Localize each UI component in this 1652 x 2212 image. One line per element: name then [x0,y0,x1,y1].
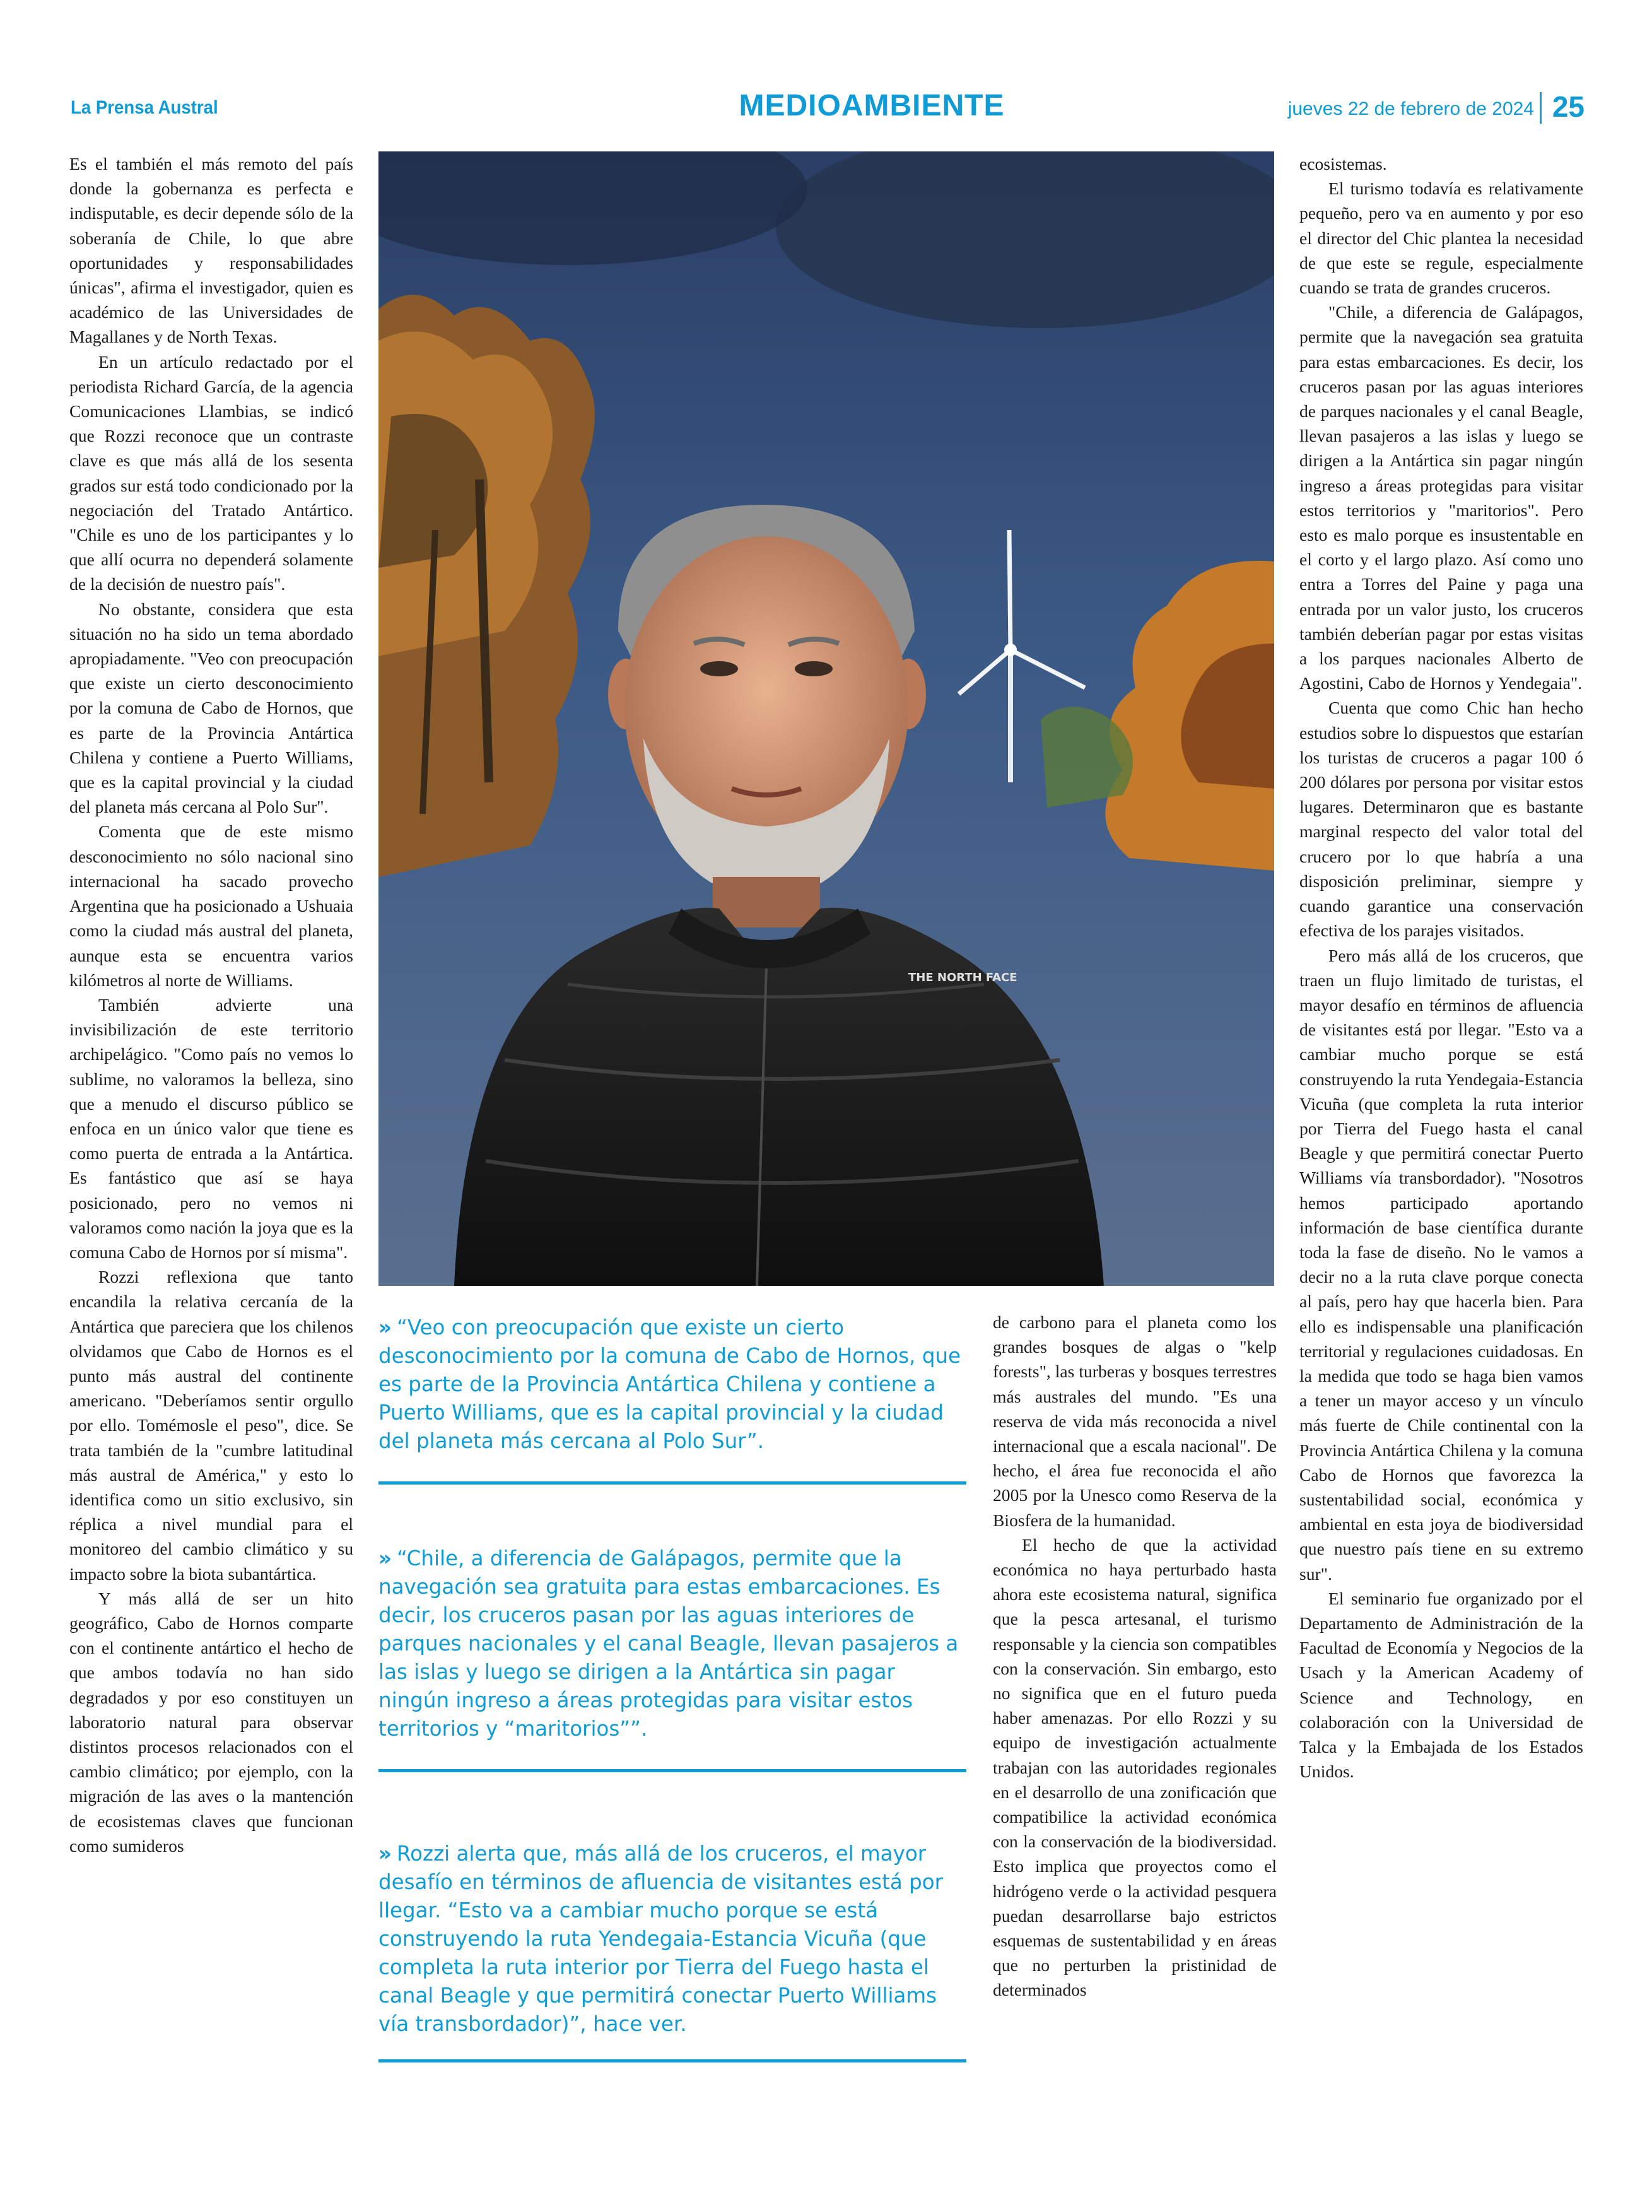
paragraph: El hecho de que la actividad económica no haya perturbado hasta ahora este ecosistema natural, significa que la pesca artesanal, el turismo responsable y la ciencia son compatibles con la conservación. Sin embargo, esto no significa que en el futuro pueda haber amenazas. Por ello Rozzi y su equipo de investigación actualmente trabajan con las autoridades regionales en el desarrollo de una zonificación que compatibilice la actividad económica con la conservación de la biodiversidad. Esto implica que proyectos como el hidrógeno verde o la actividad pesquera puedan desarrollarse bajo estrictos esquemas de sustentabilidad y en áreas que no perturben la pristinidad de determinados [993,1534,1277,2000]
quote-divider [378,1769,966,1772]
paragraph: Es el también el más remoto del país donde la gobernanza es perfecta e indisputable, es decir depende sólo de la soberanía de Chile, lo que abre oportunidades y responsabilidades únicas", afirma el investigador, quien es académico de las Universidades de Magallanes y de North Texas. [69,154,353,347]
chevron-right-icon: » [378,1315,388,1339]
chevron-right-icon: » [378,1842,388,1866]
article-column-2 [993,1310,1277,2003]
article-column-1 [69,151,353,1858]
chevron-right-icon: » [378,1546,388,1570]
section-title: MEDIOAMBIENTE [739,89,1005,122]
portrait-photo [378,151,1274,1286]
pull-quote-3 [378,1840,966,2038]
paragraph: ecosistemas. [1299,154,1387,174]
pull-quote-1 [378,1314,966,1456]
paragraph: de carbono para el planeta como los grandes bosques de algas o "kelp forests", las turberas y bosques terrestres más australes del mundo. "Es una reserva de vida más reconocida a nivel internacional que a escala nacional". De hecho, el área fue reconocida el año 2005 por la Unesco como Reserva de la Biosfera de la humanidad. [993,1312,1277,1530]
pull-quote-text: “Chile, a diferencia de Galápagos, permite que la navegación sea gratuita para estas embarcaciones. Es decir, los cruceros pasan por las aguas interiores de parques nacionales y el canal Beagle, llevan pasajeros a las islas y luego se dirigen a la Antártica sin pagar ningún ingreso a áreas protegidas para visitar estos territorios y “maritorios””. [378,1546,959,1741]
paragraph: El seminario fue organizado por el Departamento de Administración de la Facultad de Economía y Negocios de la Usach y la American Academy of Science and Technology, en colaboración con la Universidad de Talca y la Embajada de los Estados Unidos. [1299,1588,1583,1782]
page-number: 25 [1552,90,1585,123]
header-divider [1540,92,1542,124]
pull-quote-text: Rozzi alerta que, más allá de los cruceros, el mayor desafío en términos de afluencia de visitantes está por llegar. “Esto va a cambiar mucho porque se está construyendo la ruta Yendegaia-Estancia Vicuña (que completa la ruta interior por Tierra del Fuego hasta el canal Beagle y que permitirá conectar Puerto Williams vía transbordador)”, hace ver. [378,1842,943,2036]
page-header [71,88,1585,139]
paragraph: Comenta que de este mismo desconocimiento no sólo nacional sino internacional ha sacado provecho Argentina que ha posicionado a Ushuaia como la ciudad más austral del planeta, aunque esta se encuentra varios kilómetros al norte de Williams. [69,821,353,990]
pull-quote-2 [378,1544,966,1743]
newspaper-name: La Prensa Austral [71,97,218,118]
quote-divider [378,1481,966,1485]
publication-date: jueves 22 de febrero de 2024 [1287,98,1534,119]
paragraph: "Chile, a diferencia de Galápagos, permite que la navegación sea gratuita para estas embarcaciones. Es decir, los cruceros pasan por las aguas interiores de parques nacionales y el canal Beagle, llevan pasajeros a las islas y luego se dirigen a la Antártica sin pagar ningún ingreso a áreas protegidas para visitar estos territorios y "maritorios". Pero esto es malo porque es insustentable en el corto y el largo plazo. Así como uno entra a Torres del Paine y paga una entrada por un valor justo, los cruceros también deberían pagar por estas visitas a los parques nacionales Alberto de Agostini, Cabo de Hornos y Yendegaia". [1299,302,1583,693]
paragraph: Cuenta que como Chic han hecho estudios sobre lo dispuestos que estarían los turistas de cruceros a pagar 100 ó 200 dólares por persona por visitar estos lugares. Determinaron que es bastante marginal respecto del valor total del crucero por lo que habría a una disposición preliminar, siempre y cuando garantice una conservación efectiva de los parajes visitados. [1299,698,1583,941]
paragraph: También advierte una invisibilización de este territorio archipelágico. "Como país no vemos lo sublime, no valoramos la belleza, sino que a menudo el discurso público se enfoca en un único valor que tiene es como puerta de entrada a la Antártica. Es fantástico que así se haya posicionado, pero no vemos ni valoramos como nación la joya que es la comuna Cabo de Hornos por sí misma". [69,994,353,1262]
jacket-logo: THE NORTH FACE [908,971,1017,984]
quote-divider [378,2059,966,2062]
paragraph: Pero más allá de los cruceros, que traen un flujo limitado de turistas, el mayor desafío en términos de afluencia de visitantes está por llegar. "Esto va a cambiar mucho porque se está construyendo la ruta Yendegaia-Estancia Vicuña (que completa la ruta interior por Tierra del Fuego hasta el canal Beagle y que permitirá conectar Puerto Williams vía transbordador). "Nosotros hemos participado aportando información de base científica durante toda la fase de diseño. No le vamos a decir no a la ruta clave porque conecta al país, pero hay que hacerla bien. Para ello es indispensable una planificación territorial y regulaciones cuidadosas. En la medida que todo se haga bien vamos a tener un mayor acceso y un vínculo más fuerte de Chile continental con la Provincia Antártica Chilena y la comuna Cabo de Hornos que favorezca la sustentabilidad social, económica y ambiental en esta joya de biodiversidad que nuestro país tiene en su extremo sur". [1299,945,1583,1584]
pull-quote-text: “Veo con preocupación que existe un cierto desconocimiento por la comuna de Cabo de Hornos, que es parte de la Provincia Antártica Chilena y contiene a Puerto Williams, que es la capital provincial y la ciudad del planeta más cercana al Polo Sur”. [378,1315,961,1453]
paragraph: No obstante, considera que esta situación no ha sido un tema abordado apropiadamente. "Veo con preocupación que existe un cierto desconocimiento por la comuna de Cabo de Hornos, que es parte de la Provincia Antártica Chilena y contiene a Puerto Williams, que es la capital provincial y la ciudad del planeta más cercana al Polo Sur". [69,599,353,817]
paragraph: En un artículo redactado por el periodista Richard García, de la agencia Comunicaciones Llambias, se indicó que Rozzi reconoce que un contraste clave es que más allá de los sesenta grados sur está todo condicionado por la negociación del Tratado Antártico. "Chile es uno de los participantes y lo que allí ocurra no dependerá solamente de la decisión de nuestro país". [69,351,353,594]
paragraph: Y más allá de ser un hito geográfico, Cabo de Hornos comparte con el continente antártico el hecho de que ambos todavía no han sido degradados y por eso constituyen un laboratorio natural para observar distintos procesos relacionados con el cambio climático; por ejemplo, con la migración de las aves o la mantención de ecosistemas claves que funcionan como sumideros [69,1588,353,1856]
paragraph: El turismo todavía es relativamente pequeño, pero va en aumento y por eso el director del Chic plantea la necesidad de que este se regule, especialmente cuando se trata de grandes cruceros. [1299,179,1583,298]
paragraph: Rozzi reflexiona que tanto encandila la relativa cercanía de la Antártica que pareciera que los chilenos olvidamos que Cabo de Hornos es el punto más austral del continente americano. "Deberíamos sentir orgullo por ello. Tomémosle el peso", dice. Se trata también de la "cumbre latitudinal más austral de América," y esto lo identifica como un sitio exclusivo, sin réplica a nivel mundial para el monitoreo del cambio climático y su impacto sobre la biota subantártica. [69,1267,353,1584]
article-column-3 [1299,151,1583,1784]
